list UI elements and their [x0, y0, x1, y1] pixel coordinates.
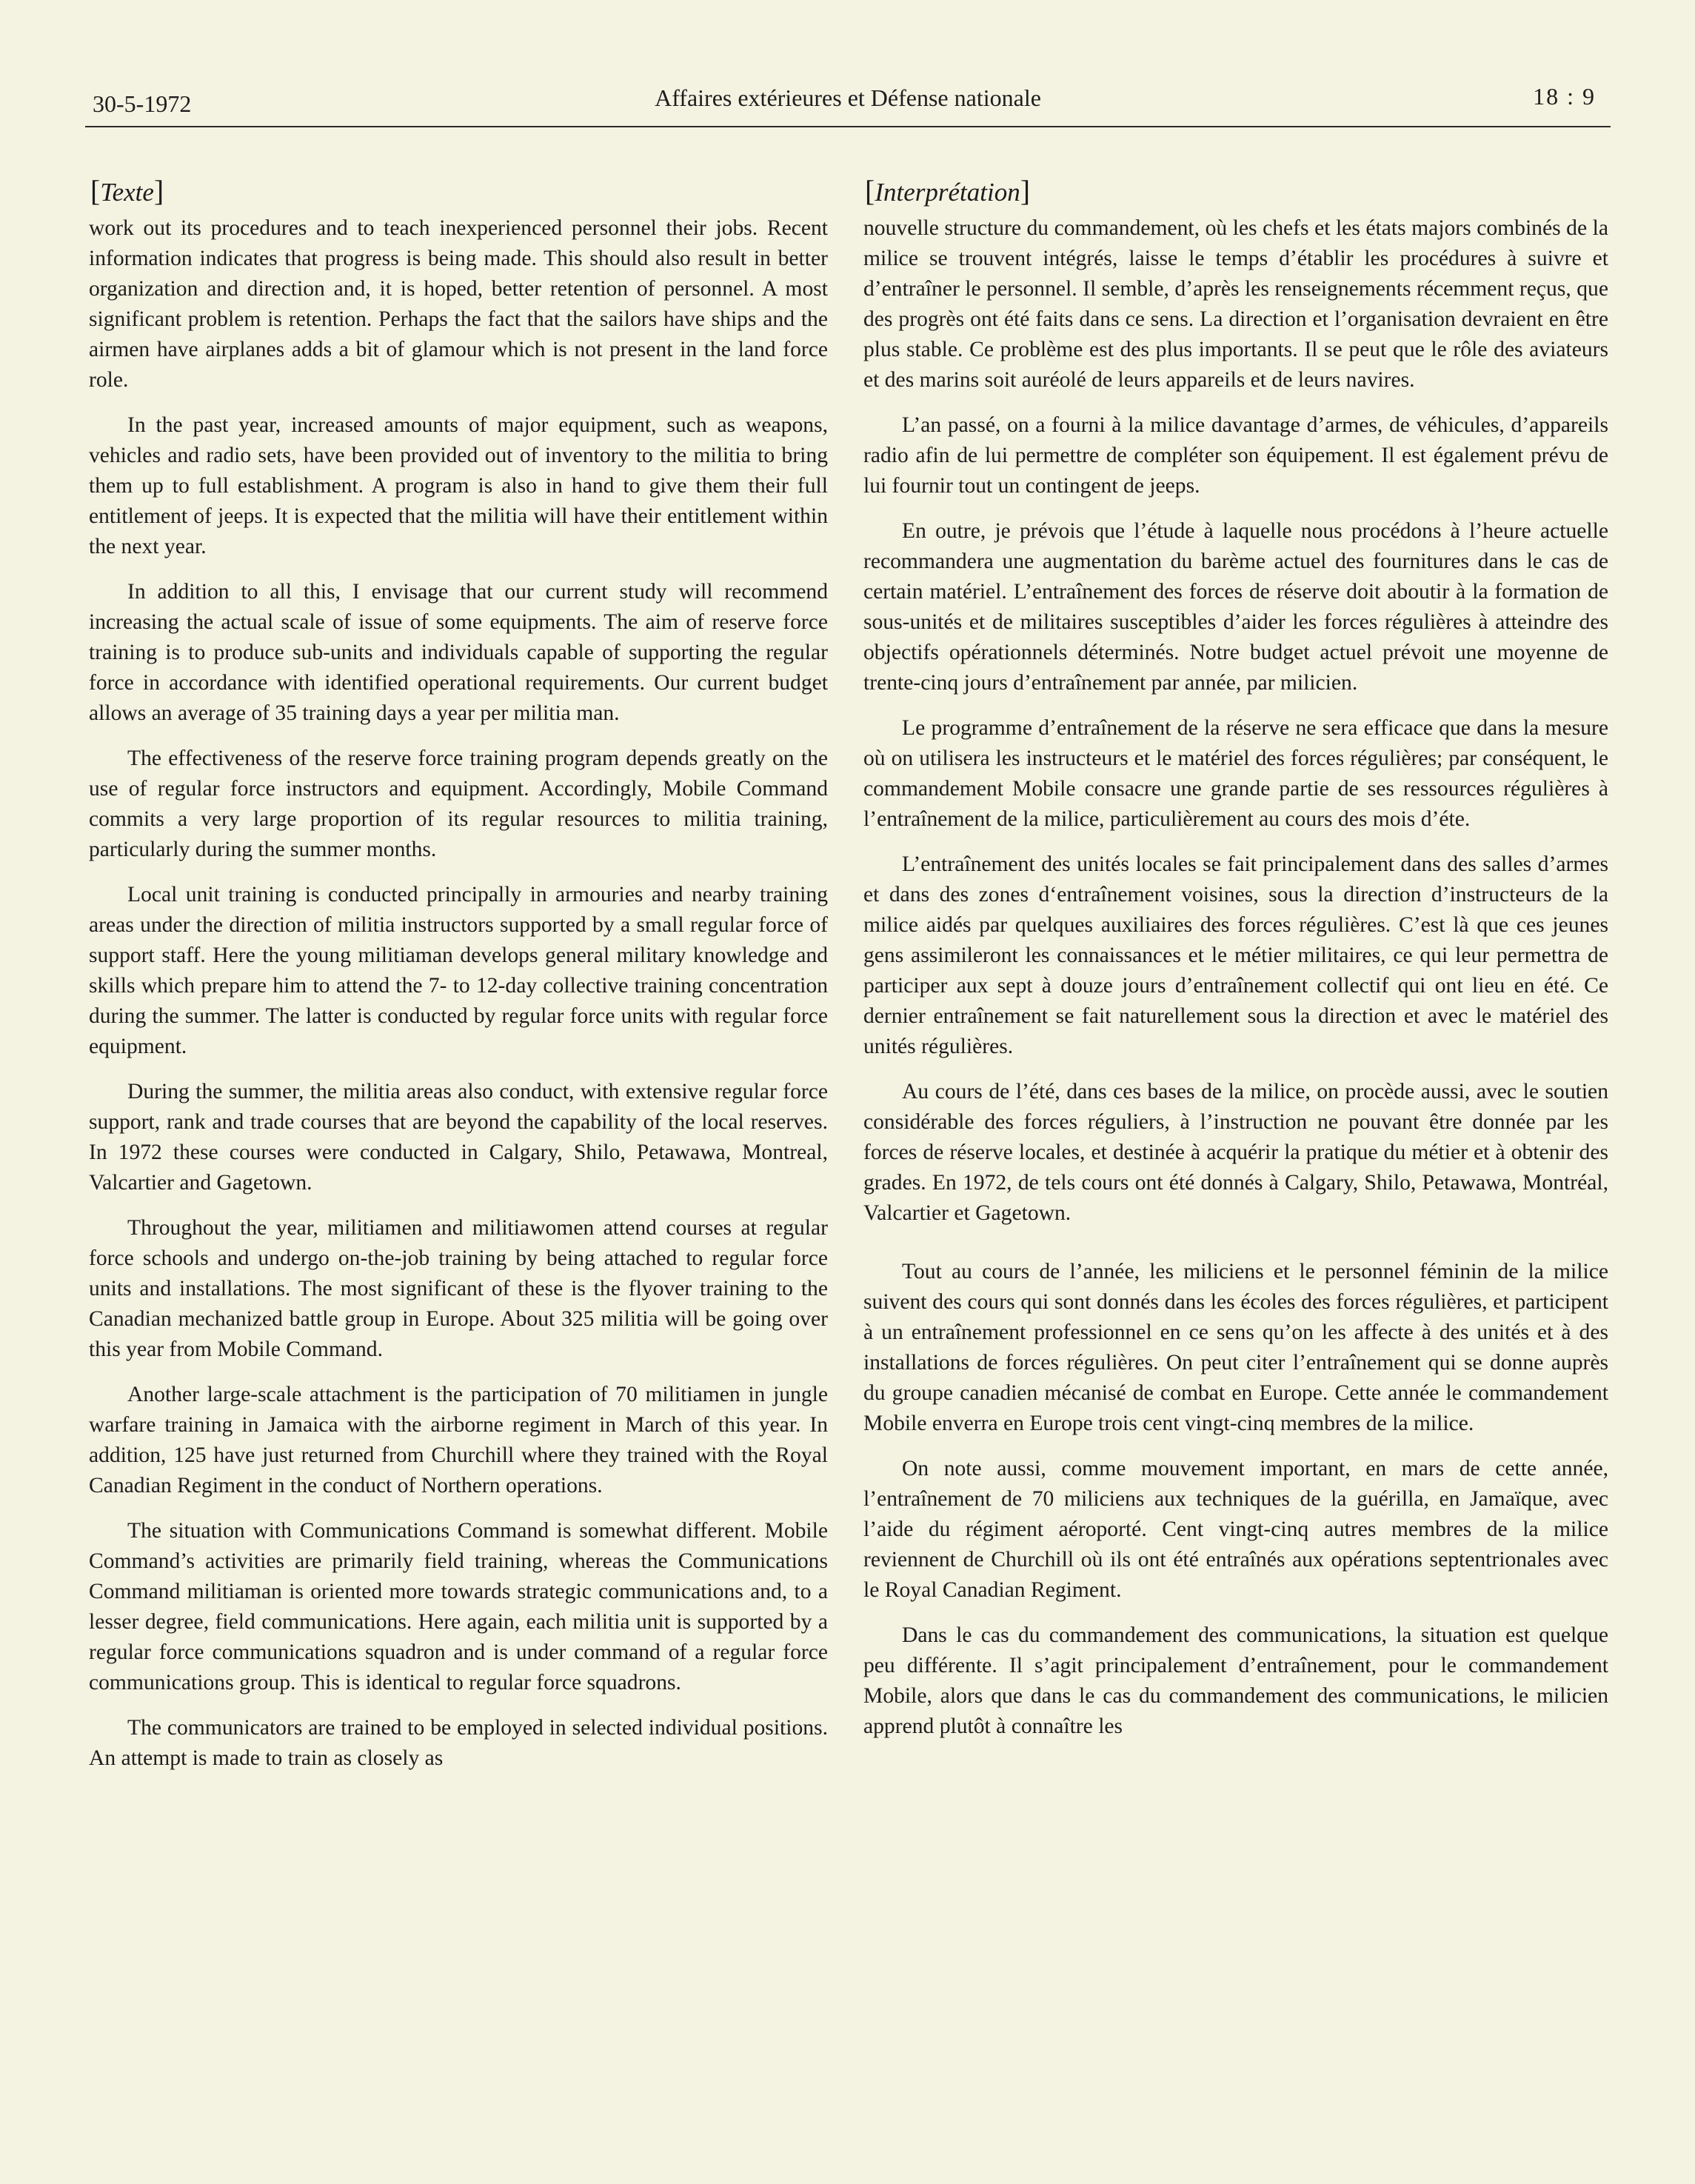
paragraph: In addition to all this, I envisage that our current study will recommend increasing the actual scale of issue of some equipments. The aim of reserve force training is to produce sub-units and individuals capable of supporting the regular force in accordance with identified operational requirements. Our current budget allows an average of 35 training days a year per militia man. — [89, 580, 828, 725]
paragraph: During the summer, the militia areas also conduct, with extensive regular force support, rank and trade courses that are beyond the capability of the local reserves. In 1972 these courses were conducted in Calgary, Shilo, Petawawa, Montreal, Valcartier and Gagetown. — [89, 1080, 828, 1195]
paragraph: work out its procedures and to teach inexperienced personnel their jobs. Recent information indicates that progress is being made. This should also result in better organization and direction and, it is hoped, better retention of personnel. A most significant problem is retention. Perhaps the fact that the sailors have ships and the airmen have airplanes adds a bit of glamour which is not present in the land force role. — [89, 216, 828, 392]
paragraph: nouvelle structure du commandement, où les chefs et les états majors combinés de la milice se trouvent intégrés, laisse le temps d’établir les procédures à suivre et d’entraîner le personnel. Il semble, d’après les renseignements récemment reçus, que des progrès ont été faits dans ce sens. La direction et l’organisation devraient en être plus stable. Ce problème est des plus importants. Il se peut que le rôle des aviateurs et des marins soit auréolé de leurs appareils et de leurs navires. — [863, 216, 1608, 392]
paragraph: Another large-scale attachment is the participation of 70 militiamen in jungle warfare training in Jamaica with the airborne regiment in March of this year. In addition, 125 have just returned from Churchill where they trained with the Royal Canadian Regiment in the conduct of Northern operations. — [89, 1383, 828, 1497]
column-french — [863, 172, 1608, 1757]
header-date: 30-5-1972 — [93, 90, 192, 117]
paragraph: Au cours de l’été, dans ces bases de la milice, on procède aussi, avec le soutien considérable des forces réguliers, à l’instruction ne pouvant être donnée par les forces de réserve locales, et destinée à acquérir la pratique du métier et à obtenir des grades. En 1972, de tels cours ont été donnés à Calgary, Shilo, Petawawa, Montréal, Valcartier et Gagetown. — [863, 1080, 1608, 1225]
page-number: 18 : 9 — [1533, 83, 1596, 110]
column-label-english: [Texte] — [90, 174, 164, 207]
paragraph: The situation with Communications Command is somewhat different. Mobile Command’s activities are primarily field training, whereas the Communications Command militiaman is oriented more towards strategic communications and, to a lesser degree, field communications. Here again, each militia unit is supported by a regular force communications squadron and is under command of a regular force communications group. This is identical to regular force squadrons. — [89, 1519, 828, 1694]
paragraph: On note aussi, comme mouvement important, en mars de cette année, l’entraînement de 70 miliciens aux techniques de la guérilla, en Jamaïque, avec l’aide du régiment aéroporté. Cent vingt-cinq autres membres de la milice reviennent de Churchill où ils ont été entraînés aux opérations septentrionales avec le Royal Canadian Regiment. — [863, 1457, 1608, 1602]
paragraph: Throughout the year, militiamen and militiawomen attend courses at regular force schools and undergo on-the-job training by being attached to regular force units and installations. The most significant of these is the flyover training to the Canadian mechanized battle group in Europe. About 325 militia will be going over this year from Mobile Command. — [89, 1216, 828, 1361]
page-header — [85, 81, 1611, 127]
column-label-french: [Interprétation] — [865, 174, 1031, 207]
header-title: Affaires extérieures et Défense nationale — [655, 84, 1041, 111]
paragraph: The effectiveness of the reserve force training program depends greatly on the use of regular force instructors and equipment. Accordingly, Mobile Command commits a very large proportion of its regular resources to militia training, particularly during the summer months. — [89, 747, 828, 861]
paragraph: Dans le cas du commandement des communications, la situation est quelque peu différente. Il s’agit principalement d’entraînement, pour le commandement Mobile, alors que dans le cas du commandement des communications, le milicien apprend plutôt à connaître les — [863, 1623, 1608, 1738]
paragraph: En outre, je prévois que l’étude à laquelle nous procédons à l’heure actuelle recommandera une augmentation du barème actuel des fournitures dans le cas de certain matériel. L’entraînement des forces de réserve doit aboutir à la formation de sous-unités et de militaires susceptibles d’aider les forces régulières à atteindre des objectifs opérationnels déterminés. Notre budget actuel prévoit une moyenne de trente-cinq jours d’entraînement par année, par milicien. — [863, 519, 1608, 695]
paragraph: Tout au cours de l’année, les miliciens et le personnel féminin de la milice suivent des cours qui sont donnés dans les écoles des forces régulières, et participent à un entraînement professionnel en ce sens qu’on les affecte à des unités et à des installations de forces régulières. On peut citer l’entraînement qui se donne auprès du groupe canadien mécanisé de combat en Europe. Cette année le commandement Mobile enverra en Europe trois cent vingt-cinq membres de la milice. — [863, 1260, 1608, 1435]
paragraph: L’entraînement des unités locales se fait principalement dans des salles d’armes et dans des zones d‘entraînement voisines, sous la direction d’instructeurs de la milice aidés par quelques auxiliaires des forces régulières. C’est là que ces jeunes gens assimileront les connaissances et le métier militaires, ce qui leur permettra de participer aux sept à douze jours d’entraînement collectif qui ont lieu en été. Ce dernier entraînement se fait naturellement sous la direction et avec le matériel des unités régulières. — [863, 852, 1608, 1058]
column-english — [89, 172, 828, 1789]
paragraph: The communicators are trained to be employed in selected individual positions. An attempt is made to train as closely as — [89, 1716, 828, 1770]
paragraph: L’an passé, on a fourni à la milice davantage d’armes, de véhicules, d’appareils radio afin de lui permettre de compléter son équipement. Il est également prévu de lui fournir tout un contingent de jeeps. — [863, 413, 1608, 498]
paragraph: Local unit training is conducted principally in armouries and nearby training areas under the direction of militia instructors supported by a small regular force of support staff. Here the young militiaman develops general military knowledge and skills which prepare him to attend the 7- to 12-day collective training concentration during the summer. The latter is conducted by regular force units with regular force equipment. — [89, 883, 828, 1058]
paragraph: Le programme d’entraînement de la réserve ne sera efficace que dans la mesure où on utilisera les instructeurs et le matériel des forces régulières; par conséquent, le commandement Mobile consacre une grande partie de ses ressources régulières à l’entraînement de la milice, particulièrement au cours des mois d’éte. — [863, 716, 1608, 831]
paragraph: In the past year, increased amounts of major equipment, such as weapons, vehicles and radio sets, have been provided out of inventory to the militia to bring them up to full establishment. A program is also in hand to give them their full entitlement of jeeps. It is expected that the militia will have their entitlement within the next year. — [89, 413, 828, 558]
